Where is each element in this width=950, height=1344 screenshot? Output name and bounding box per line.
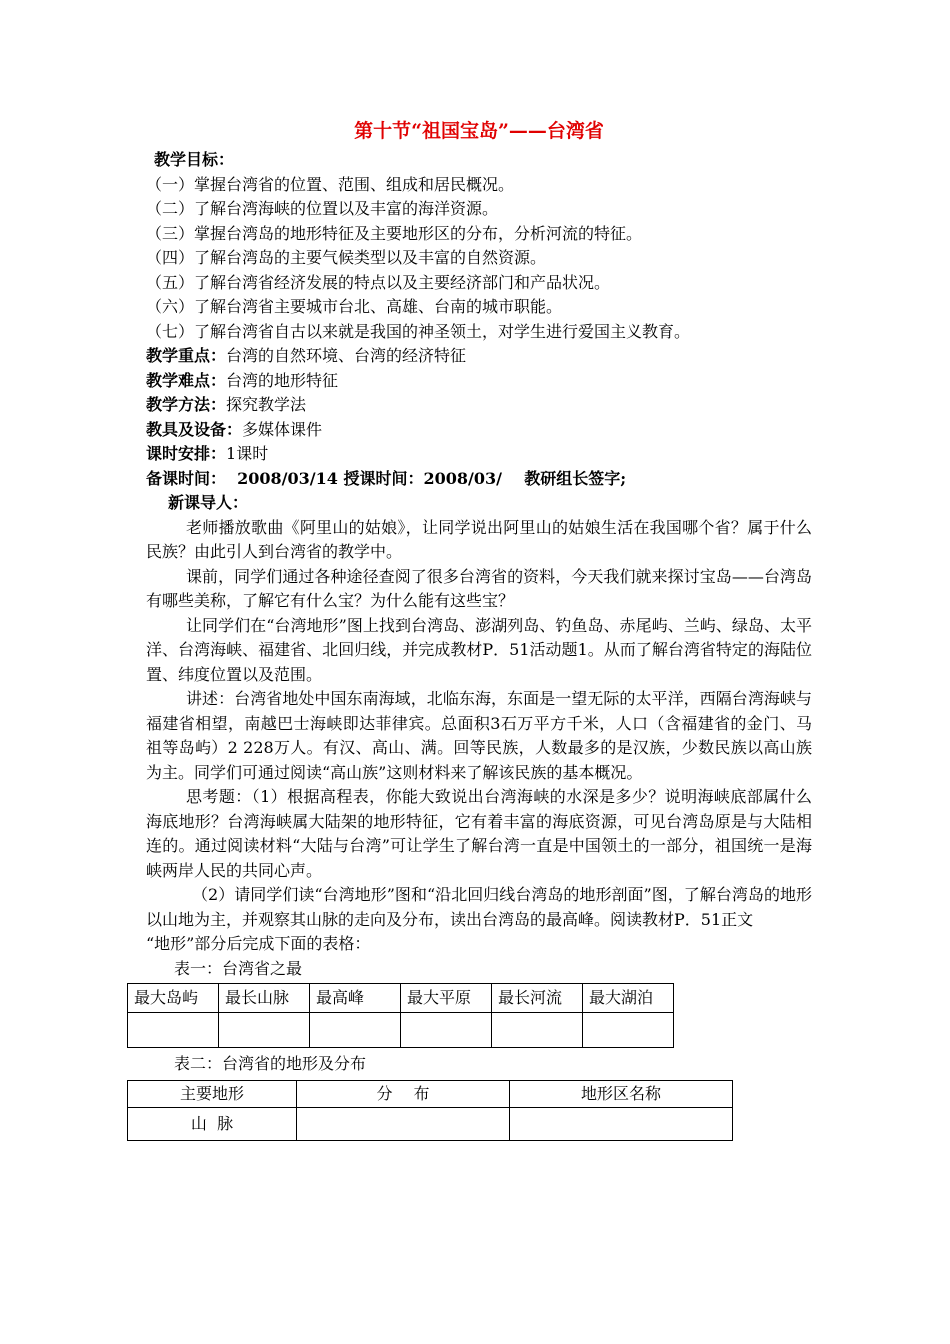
table-cell [128,1013,219,1048]
table-terrain-distribution [127,1080,733,1141]
objective-item: （三）掌握台湾岛的地形特征及主要地形区的分布，分析河流的特征。 [146,223,643,243]
table-cell [583,1013,674,1048]
table2-caption: 表二：台湾省的地形及分布 [174,1054,367,1073]
paragraph: （2）请同学们读“台湾地形”图和“沿北回归线台湾岛的地形剖面”图，了解台湾岛的地形以山地为主，并观察其山脉的走向及分布，读出台湾岛的最高峰。阅读教材P．51正文 [146,885,812,929]
document-page [134,118,812,1141]
table-header-cell: 最高峰 [310,984,401,1013]
schedule-label: 课时安排： [146,444,227,463]
objective-item: （六）了解台湾省主要城市台北、高雄、台南的城市职能。 [146,297,563,316]
table1-caption: 表一：台湾省之最 [174,958,303,978]
table-cell [297,1107,510,1140]
table-cell [401,1013,492,1048]
table-taiwan-superlatives [127,983,674,1048]
objective-item: （五）了解台湾省经济发展的特点以及主要经济部门和产品状况。 [146,272,611,292]
method-value: 探究教学法 [226,395,307,414]
schedule-value: 1课时 [226,444,269,463]
paragraph: 老师播放歌曲《阿里山的姑娘》，让同学说出阿里山的姑娘生活在我国哪个省？属于什么民族？由此引人到台湾省的教学中。 [146,517,812,561]
teaching-method [146,393,812,418]
equipment-label: 教具及设备： [146,419,243,439]
difficulty-value: 台湾的地形特征 [226,370,339,390]
table-header-cell: 主要地形 [128,1080,297,1107]
table-cell [492,1013,583,1048]
table-header-cell: 最长河流 [492,984,583,1013]
equipment-value: 多媒体课件 [242,419,323,439]
table-cell [510,1107,733,1140]
objective-item: （二）了解台湾海峡的位置以及丰富的海洋资源。 [146,199,499,218]
paragraph: 讲述：台湾省地处中国东南海域，北临东海，东面是一望无际的太平洋，西隔台湾海峡与福建省相望，南越巴士海峡即达菲律宾。总面积3石万平方千米，人口（含福建省的金门、马祖等岛屿）2 228万人。有汉、高山、满。回等民族，人数最多的是汉族，少数民族以高山族为主。同学们可通过阅读“高山族”这则材料来了解该民族的基本概况。 [146,689,812,782]
table-header-cell: 最大湖泊 [583,984,674,1013]
table-header-row [128,1080,733,1107]
difficulty-points [146,369,812,394]
paragraph: 思考题：（1）根据高程表，你能大致说出台湾海峡的水深是多少？说明海峡底部属什么海底地形？台湾海峡属大陆架的地形特征，它有着丰富的海底资源，可见台湾岛原是与大陆相连的。通过阅读材料“大陆与台湾”可让学生了解台湾一直是中国领土的一部分，祖国统一是海峡两岸人民的共同心声。 [146,787,812,880]
table-row [128,1013,674,1048]
table-row-label: 山 脉 [128,1107,297,1140]
paragraph: 让同学们在“台湾地形”图上找到台湾岛、澎湖列岛、钓鱼岛、赤尾屿、兰屿、绿岛、太平洋、台湾海峡、福建省、北回归线，并完成教材P．51活动题1。从而了解台湾省特定的海陆位置、纬度位置以及范围。 [146,615,812,684]
objective-item: （七）了解台湾省自古以来就是我国的神圣领土，对学生进行爱国主义教育。 [146,321,691,341]
page-title: 第十节“祖国宝岛”——台湾省 [354,120,604,142]
key-points [146,344,812,369]
difficulty-label: 教学难点： [146,370,227,390]
table-row [128,1107,733,1140]
table-header-cell: 最大岛屿 [128,984,219,1013]
table-header-cell: 地形区名称 [510,1080,733,1107]
intro-heading: 新课导人： [168,493,249,512]
after-paragraph: “地形”部分后完成下面的表格： [146,934,371,953]
key-points-label: 教学重点： [146,346,227,365]
schedule [146,442,812,467]
table-header-cell: 最长山脉 [219,984,310,1013]
key-points-value: 台湾的自然环境、台湾的经济特征 [226,346,467,365]
equipment [146,418,812,443]
objectives-list [146,173,812,345]
method-label: 教学方法： [146,395,227,414]
objective-item: （一）掌握台湾省的位置、范围、组成和居民概况。 [146,174,515,194]
paragraph: 课前，同学们通过各种途径查阅了很多台湾省的资料，今天我们就来探讨宝岛——台湾岛有哪些美称，了解它有什么宝？为什么能有这些宝？ [146,566,812,610]
objective-item: （四）了解台湾岛的主要气候类型以及丰富的自然资源。 [146,248,547,267]
table-cell [310,1013,401,1048]
objectives-heading: 教学目标： [154,150,235,169]
time-line: 备课时间： 2008/03/14 授课时间：2008/03/ 教研组长签字; [146,468,627,488]
table-header-row [128,984,674,1013]
table-cell [219,1013,310,1048]
table-header-cell: 最大平原 [401,984,492,1013]
table-header-cell: 分 布 [297,1080,510,1107]
